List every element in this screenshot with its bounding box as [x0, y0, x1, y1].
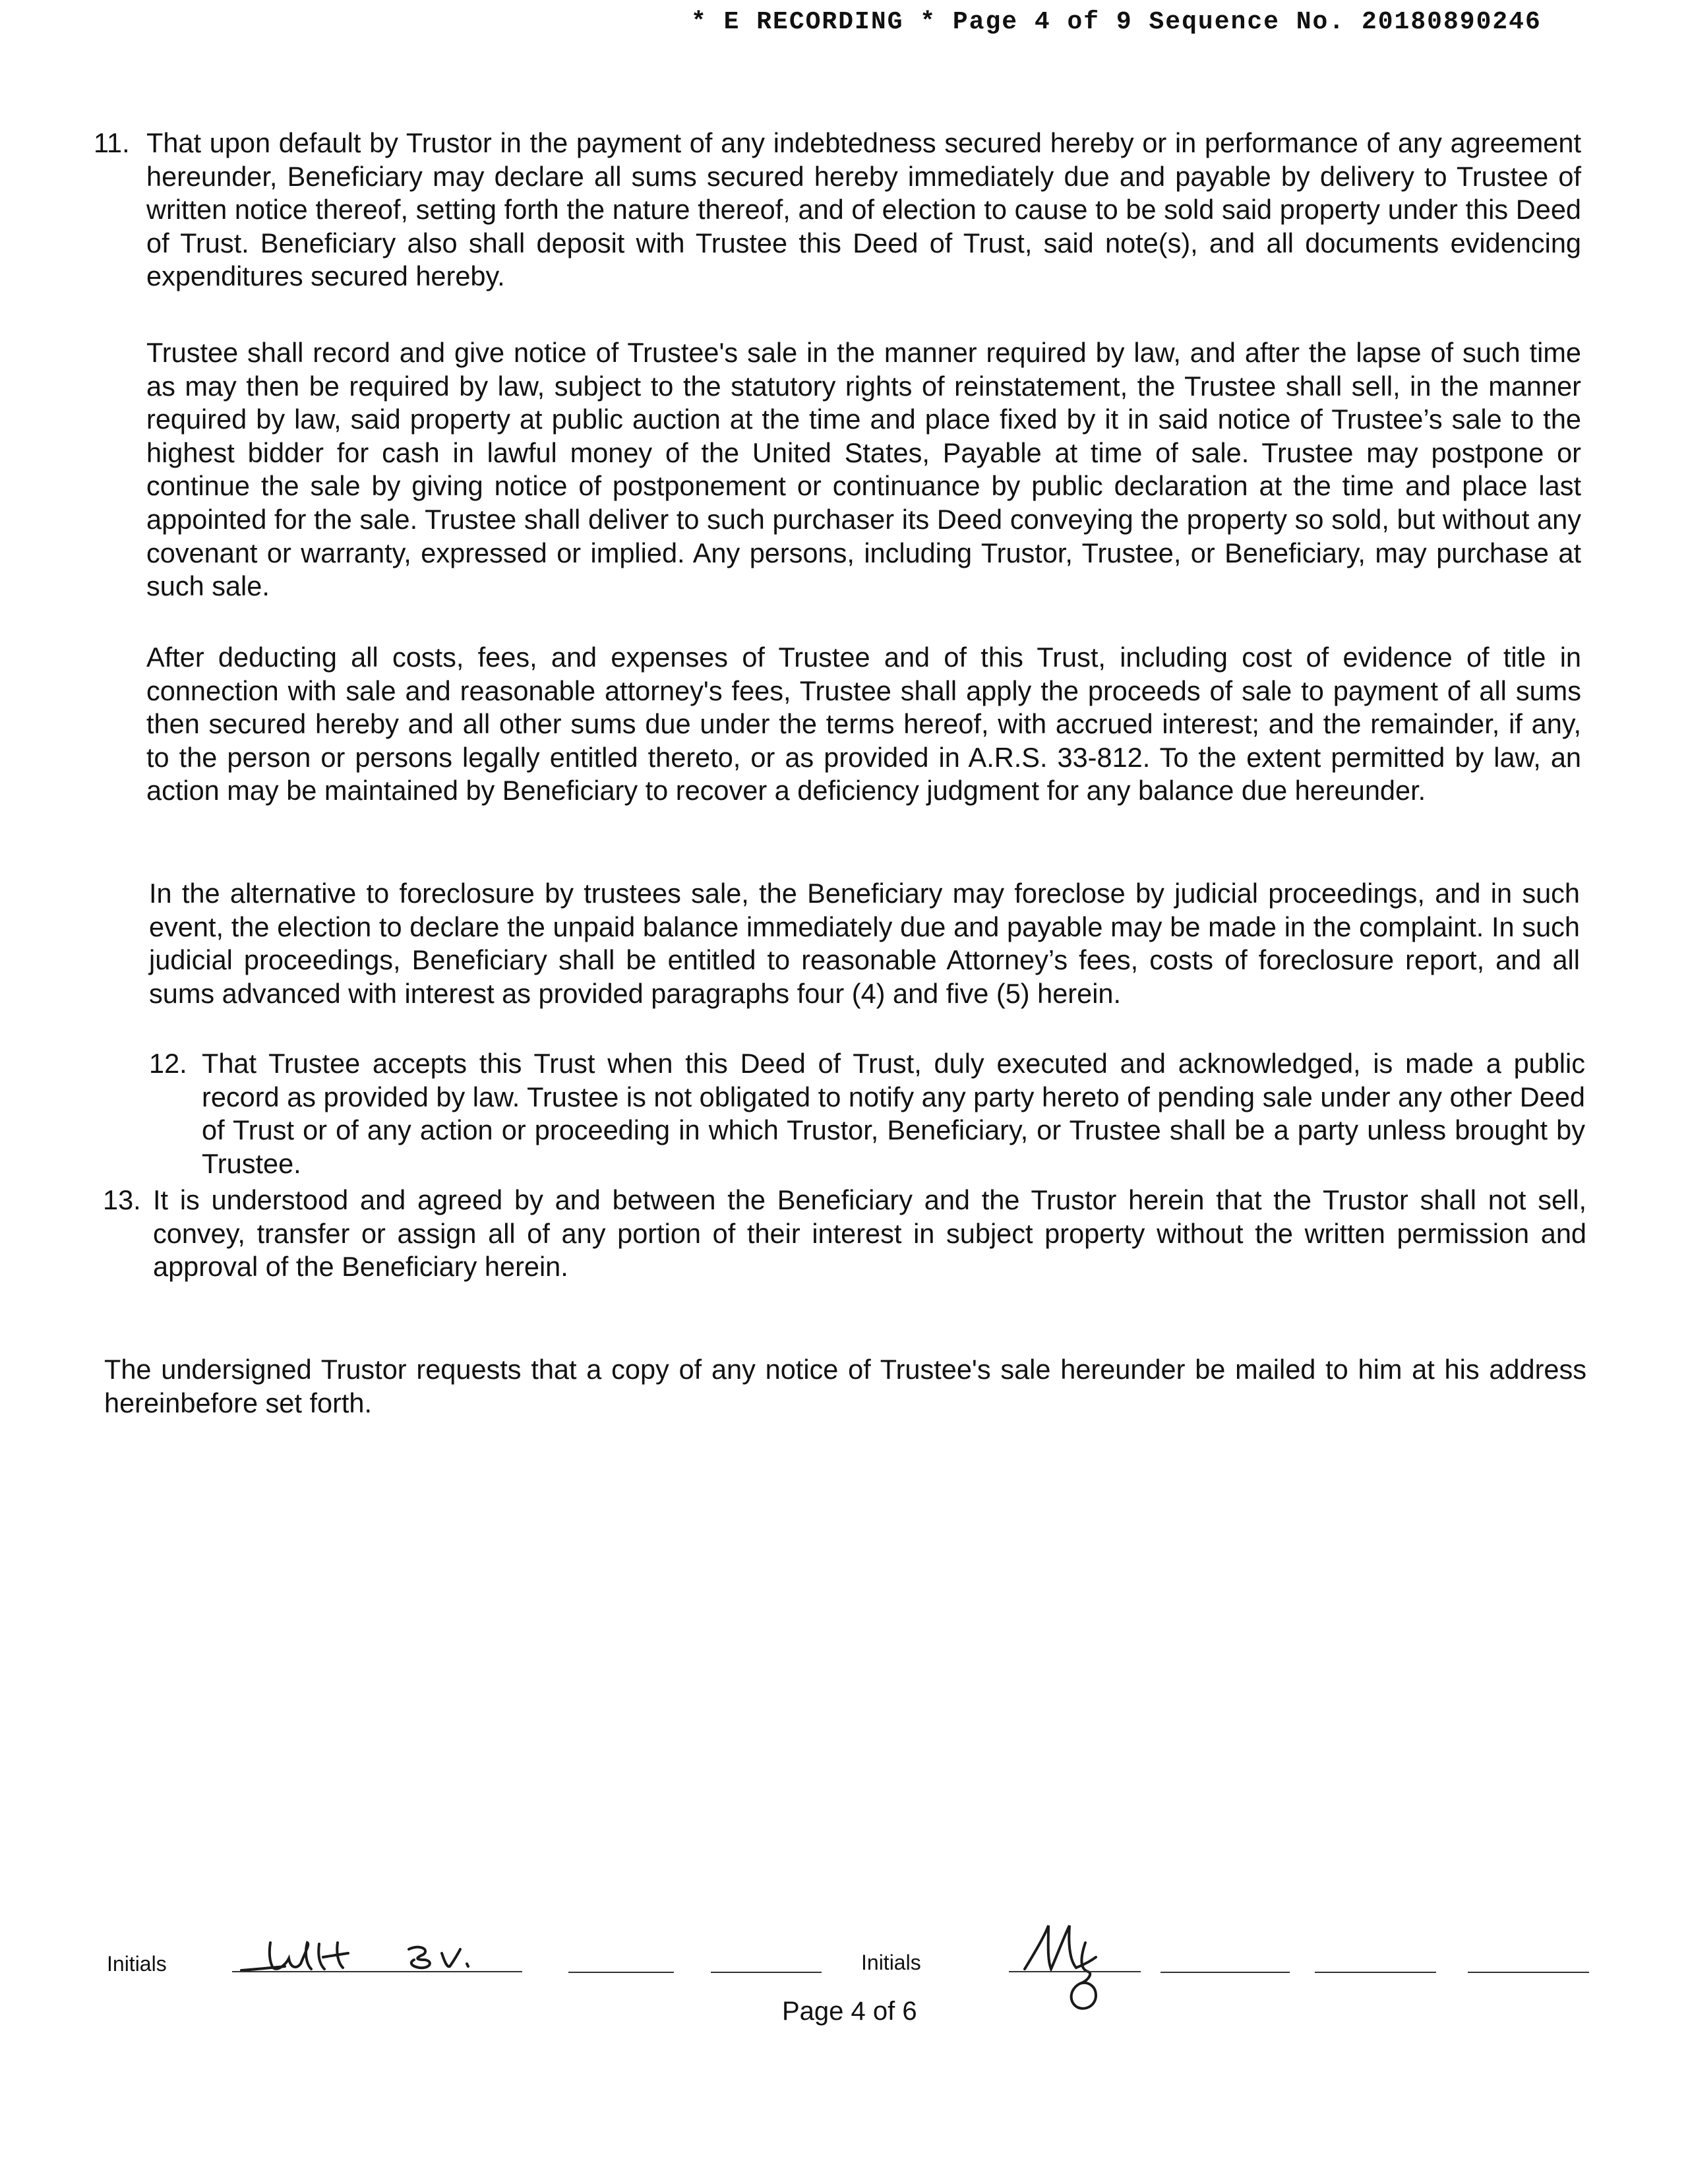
section-11-paragraph-1: That upon default by Trustor in the payment of any indebtedness secured hereby or in performance of any agreement hereunder, Beneficiary may declare all sums secured hereby immediately due and payable by delivery to Trustee of written notice thereof, setting forth the nature thereof, and of election to cause to be sold said property under this Deed of Trust. Beneficiary also shall deposit with Trustee this Deed of Trust, said note(s), and all documents evidencing expenditures secured hereby.: [146, 127, 1581, 292]
initials-right-label: Initials: [861, 1951, 921, 1974]
section-11-paragraph-4: In the alternative to foreclosure by trustees sale, the Beneficiary may foreclose by judicial proceedings, and in such event, the election to declare the unpaid balance immediately due and payable may be made in the complaint. In such judicial proceedings, Beneficiary shall be entitled to reasonable Attorney’s fees, costs of foreclosure report, and all sums advanced with interest as provided paragraphs four (4) and five (5) herein.: [149, 878, 1580, 1009]
initials-left-label: Initials: [107, 1952, 167, 1976]
initials-left-line-2: [568, 1972, 674, 1973]
section-12: [149, 1047, 1585, 1180]
section-11: [94, 127, 1581, 293]
section-13: [103, 1184, 1586, 1284]
section-11-number: 11.: [94, 127, 130, 158]
section-11-paragraph-3: After deducting all costs, fees, and expenses of Trustee and of this Trust, including cost of evidence of title in connection with sale and reasonable attorney's fees, Trustee shall apply the proceeds of sale to payment of all sums then secured hereby and all other sums due under the terms hereof, with accrued interest; and the remainder, if any, to the person or persons legally entitled thereto, or as provided in A.R.S. 33-812. To the extent permitted by law, an action may be maintained by Beneficiary to recover a deficiency judgment for any balance due hereunder.: [146, 642, 1581, 806]
initials-left-signature: [232, 1937, 535, 1984]
section-13-number: 13.: [103, 1184, 141, 1215]
initials-left-line-3: [711, 1972, 822, 1973]
section-11-paragraph-2: Trustee shall record and give notice of Trustee's sale in the manner required by law, and after the lapse of such time as may then be required by law, subject to the statutory rights of reinstatement, the Trustee shall sell, in the manner required by law, said property at public auction at the time and place fixed by it in said notice of Trustee’s sale to the highest bidder for cash in lawful money of the United States, Payable at time of sale. Trustee may postpone or continue the sale by giving notice of postponement or continuance by public declaration at the time and place last appointed for the sale. Trustee shall deliver to such purchaser its Deed conveying the property so sold, but without any covenant or warranty, expressed or implied. Any persons, including Trustor, Trustee, or Beneficiary, may purchase at such sale.: [146, 337, 1581, 602]
section-12-number: 12.: [149, 1048, 187, 1079]
initials-right-line-2: [1160, 1972, 1290, 1973]
trustor-request: The undersigned Trustor requests that a copy of any notice of Trustee's sale hereunder be mailed to him at his address hereinbefore set forth.: [104, 1354, 1586, 1418]
initials-right-signature: [1009, 1906, 1167, 2024]
section-12-text: That Trustee accepts this Trust when this Deed of Trust, duly executed and acknowledged, is made a public record as provided by law. Trustee is not obligated to notify any party hereto of pending sale under any other Deed of Trust or of any action or proceeding in which Trustor, Beneficiary, or Trustee shall be a party unless brought by Trustee.: [202, 1048, 1585, 1179]
page-number: Page 4 of 6: [782, 1997, 917, 2026]
initials-right-line-3: [1315, 1972, 1436, 1973]
section-13-text: It is understood and agreed by and between the Beneficiary and the Trustor herein that the Trustor shall not sell, convey, transfer or assign all of any portion of their interest in subject property without the written permission and approval of the Beneficiary herein.: [153, 1184, 1586, 1283]
recording-header: * E RECORDING * Page 4 of 9 Sequence No. 20180890246: [691, 8, 1542, 36]
initials-right-line-4: [1468, 1972, 1589, 1973]
